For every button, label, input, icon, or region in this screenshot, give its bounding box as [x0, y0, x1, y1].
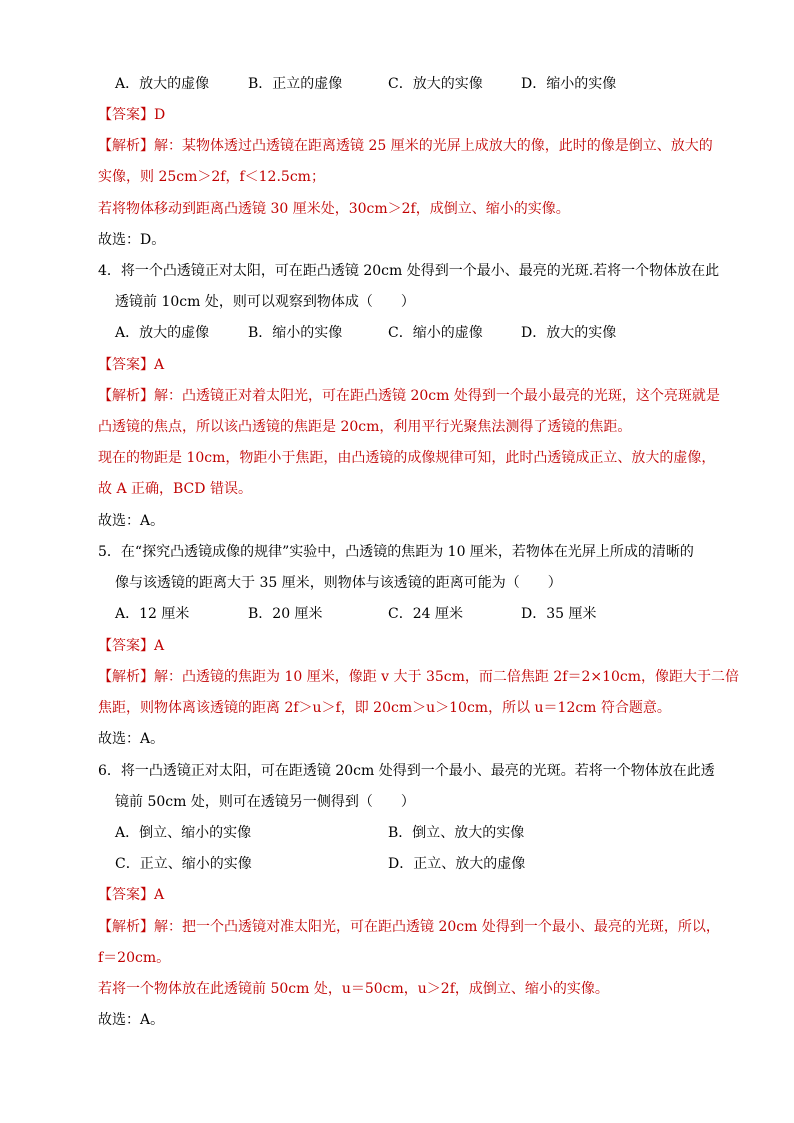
q6-stem-line: 6．将一凸透镜正对太阳，可在距透镜 20cm 处得到一个最小、最亮的光斑。若将一个物体放在此透	[98, 763, 715, 779]
answer-label: 【答案】	[98, 107, 154, 123]
q5-analysis-line: 焦距，则物体离该透镜的距离 2f＞u＞f，即 20cm＞u＞10cm，所以 u＝12cm 符合题意。	[98, 700, 671, 716]
q3-option-b: B．正立的虚像	[248, 76, 343, 92]
q5-option-a: A．12 厘米	[115, 606, 190, 622]
analysis-label: 【解析】	[98, 919, 154, 935]
q6-stem-line: 镜前 50cm 处，则可在透镜另一侧得到（ ）	[115, 794, 415, 810]
q4-stem-line: 4．将一个凸透镜正对太阳，可在距凸透镜 20cm 处得到一个最小、最亮的光斑.若将一个物体放在此	[98, 263, 720, 279]
q4-answer	[98, 355, 164, 375]
q5-stem-line: 像与该透镜的距离大于 35 厘米，则物体与该透镜的距离可能为（ ）	[115, 575, 562, 591]
q3-option-c: C．放大的实像	[388, 76, 483, 92]
answer-value: D	[154, 107, 166, 123]
q4-option-b: B．缩小的实像	[248, 325, 343, 341]
q3-option-a: A．放大的虚像	[115, 76, 210, 92]
q6-option-b: B．倒立、放大的实像	[388, 825, 525, 841]
q6-conclusion: 故选：A。	[98, 1012, 165, 1028]
q5-option-c: C．24 厘米	[388, 606, 463, 622]
q5-conclusion: 故选：A。	[98, 731, 165, 747]
q4-option-a: A．放大的虚像	[115, 325, 210, 341]
q6-analysis-line: 【解析】解：把一个凸透镜对准太阳光，可在距凸透镜 20cm 处得到一个最小、最亮的光斑，所以，	[98, 919, 720, 935]
q4-analysis-line: 【解析】解：凸透镜正对着太阳光，可在距凸透镜 20cm 处得到一个最小最亮的光斑，这个亮斑就是	[98, 388, 720, 404]
q3-answer	[98, 105, 165, 125]
answer-value: A	[154, 357, 165, 373]
q5-stem-line: 5．在“探究凸透镜成像的规律”实验中，凸透镜的焦距为 10 厘米，若物体在光屏上所成的清晰的	[98, 544, 694, 560]
analysis-label: 【解析】	[98, 669, 154, 685]
q5-analysis-line: 【解析】解：凸透镜的焦距为 10 厘米，像距 v 大于 35cm，而二倍焦距 2f＝2×10cm，像距大于二倍	[98, 669, 740, 685]
q3-option-d: D．缩小的实像	[521, 76, 617, 92]
q3-analysis-line: 实像，则 25cm＞2f，f＜12.5cm；	[98, 169, 325, 185]
analysis-label: 【解析】	[98, 388, 154, 404]
q4-analysis-line: 现在的物距是 10cm，物距小于焦距，由凸透镜的成像规律可知，此时凸透镜成正立、放大的虚像，	[98, 450, 716, 466]
q6-analysis-line: f＝20cm。	[98, 950, 171, 966]
answer-label: 【答案】	[98, 887, 154, 903]
q4-stem-line: 透镜前 10cm 处，则可以观察到物体成（ ）	[115, 294, 415, 310]
analysis-label: 【解析】	[98, 138, 154, 154]
answer-label: 【答案】	[98, 638, 154, 654]
q6-option-a: A．倒立、缩小的实像	[115, 825, 252, 841]
q5-answer	[98, 636, 164, 656]
q5-option-d: D．35 厘米	[521, 606, 597, 622]
answer-label: 【答案】	[98, 357, 154, 373]
q4-option-c: C．缩小的虚像	[388, 325, 483, 341]
q6-analysis-line: 若将一个物体放在此透镜前 50cm 处，u＝50cm，u＞2f，成倒立、缩小的实像。	[98, 981, 609, 997]
q6-option-d: D．正立、放大的虚像	[388, 856, 526, 872]
q3-analysis-line: 【解析】解：某物体透过凸透镜在距离透镜 25 厘米的光屏上成放大的像，此时的像是倒立、放大的	[98, 138, 713, 154]
q3-conclusion: 故选：D。	[98, 232, 166, 248]
q4-option-d: D．放大的实像	[521, 325, 617, 341]
answer-value: A	[154, 638, 165, 654]
q4-analysis-line: 凸透镜的焦点，所以该凸透镜的焦距是 20cm，利用平行光聚焦法测得了透镜的焦距。	[98, 419, 632, 435]
q4-analysis-line: 故 A 正确，BCD 错误。	[98, 481, 252, 497]
q5-option-b: B．20 厘米	[248, 606, 323, 622]
answer-value: A	[154, 887, 165, 903]
q4-conclusion: 故选：A。	[98, 513, 165, 529]
q6-option-c: C．正立、缩小的实像	[115, 856, 252, 872]
q6-answer	[98, 885, 164, 905]
q3-analysis-line: 若将物体移动到距离凸透镜 30 厘米处，30cm＞2f，成倒立、缩小的实像。	[98, 201, 570, 217]
